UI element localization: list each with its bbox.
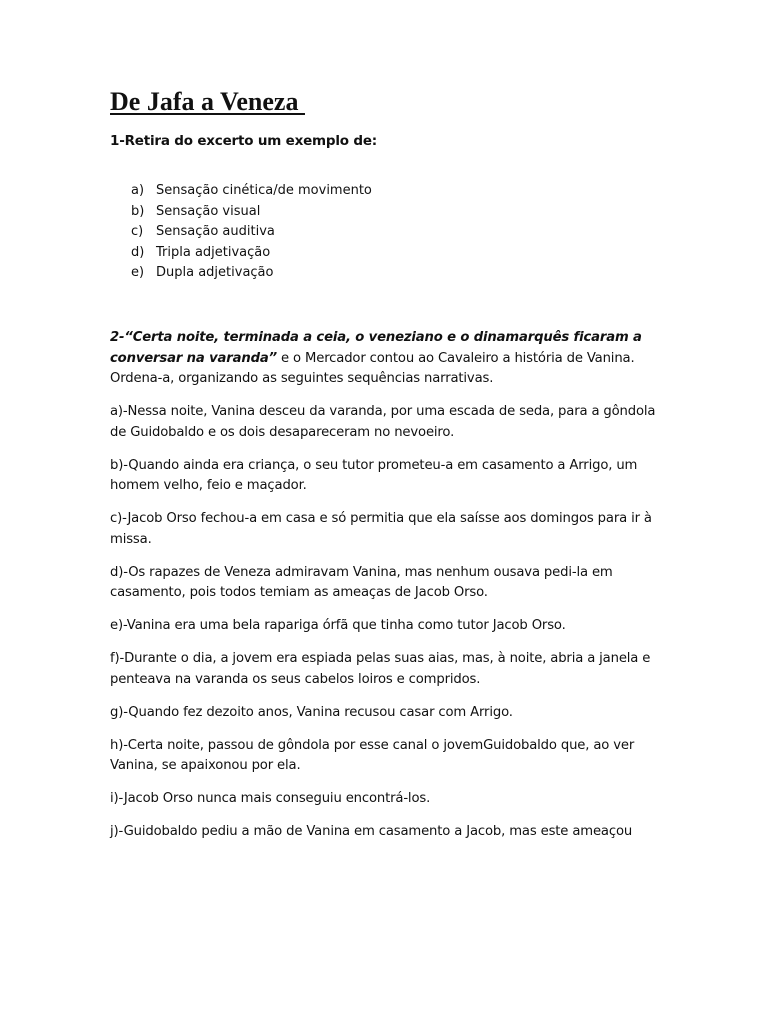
option-letter: a) bbox=[131, 183, 145, 198]
question-1-heading: 1-Retira do excerto um exemplo de: bbox=[110, 133, 377, 149]
document-title: De Jafa a Veneza bbox=[110, 87, 305, 116]
option-letter: d) bbox=[131, 244, 145, 260]
option-letter: b) bbox=[131, 203, 145, 219]
sequence-item-e: e)-Vanina era uma bela rapariga órfã que tinha como tutor Jacob Orso. bbox=[110, 618, 566, 633]
sequence-item-c: c)-Jacob Orso fechou-a em casa e só permitia que ela saísse aos domingos para ir à missa. bbox=[110, 511, 652, 547]
option-letter: c) bbox=[131, 224, 144, 239]
option-text: Tripla adjetivação bbox=[156, 244, 271, 260]
option-letter: e) bbox=[131, 265, 145, 280]
sequence-item-b: b)-Quando ainda era criança, o seu tutor prometeu-a em casamento a Arrigo, um homem velho, feio e maçador. bbox=[110, 457, 638, 493]
option-text: Sensação cinética/de movimento bbox=[156, 183, 372, 198]
option-text: Sensação auditiva bbox=[156, 224, 275, 239]
option-text: Dupla adjetivação bbox=[156, 265, 274, 280]
sequence-item-i: i)-Jacob Orso nunca mais conseguiu encontrá-los. bbox=[110, 791, 431, 806]
sequence-item-h: h)-Certa noite, passou de gôndola por esse canal o jovemGuidobaldo que, ao ver Vanina, se apaixonou por ela. bbox=[110, 737, 635, 773]
sequence-item-f: f)-Durante o dia, a jovem era espiada pelas suas aias, mas, à noite, abria a janela e penteava na varanda os seus cabelos loiros e compridos. bbox=[110, 651, 651, 687]
narrative-sequence-list bbox=[110, 402, 670, 855]
option-text: Sensação visual bbox=[156, 203, 261, 219]
sequence-item-a: a)-Nessa noite, Vanina desceu da varanda, por uma escada de seda, para a gôndola de Guidobaldo e os dois desapareceram no nevoeiro. bbox=[110, 404, 656, 440]
sequence-item-g: g)-Quando fez dezoito anos, Vanina recusou casar com Arrigo. bbox=[110, 704, 513, 720]
question-2-quote: 2-“Certa noite, terminada a ceia, o veneziano e o dinamarquês ficaram a conversar na varanda” bbox=[110, 330, 642, 366]
question-2-prompt bbox=[110, 328, 670, 390]
question-2-instruction: e o Mercador contou ao Cavaleiro a história de Vanina. Ordena-a, organizando as seguintes sequências narrativas. bbox=[110, 350, 635, 386]
sequence-item-j: j)-Guidobaldo pediu a mão de Vanina em casamento a Jacob, mas este ameaçou bbox=[110, 824, 633, 839]
sequence-item-d: d)-Os rapazes de Veneza admiravam Vanina, mas nenhum ousava pedi-la em casamento, pois todos temiam as ameaças de Jacob Orso. bbox=[110, 564, 613, 600]
